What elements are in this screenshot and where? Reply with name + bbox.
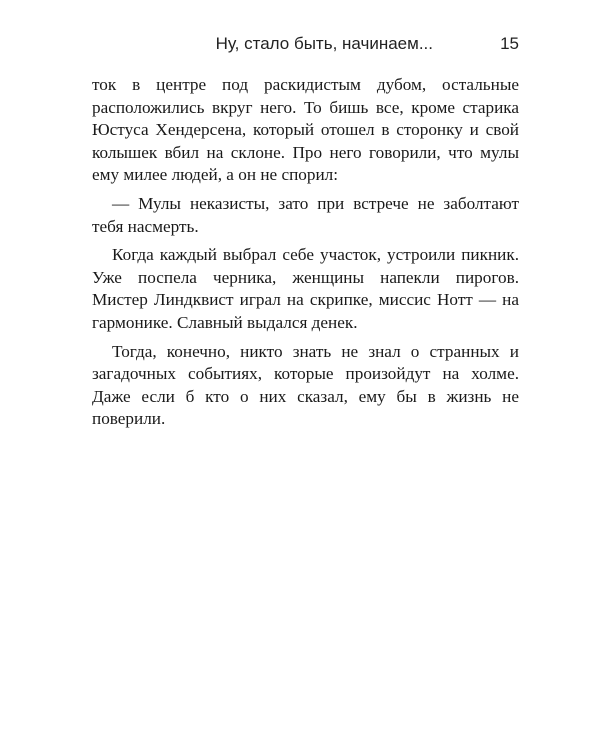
paragraph-3: Когда каждый выбрал себе участок, устроили пикник. Уже поспела черника, женщины напекли пирогов. Мистер Линдквист играл на скрипке, миссис Нотт — на гармонике. Славный выдался денек.	[92, 245, 519, 332]
body-text	[92, 74, 519, 431]
paragraph-4: Тогда, конечно, никто знать не знал о странных и загадочных событиях, которые произойдут на холме. Даже если б кто о них сказал, ему бы в жизнь не поверили.	[92, 341, 519, 429]
paragraph-2-dialogue: — Мулы неказисты, зато при встрече не заболтают тебя насмерть.	[92, 193, 519, 236]
paragraph-1: ток в центре под раскидистым дубом, остальные расположились вкруг него. То бишь все, кроме старика Юстуса Хендерсена, который отошел в сторонку и свой колышек вбил на склоне. Про него говорили, что мулы ему милее людей, а он не спорил:	[92, 75, 519, 185]
running-head	[92, 34, 519, 62]
page-number: 15	[500, 34, 519, 53]
running-title: Ну, стало быть, начинаем...	[215, 34, 433, 53]
